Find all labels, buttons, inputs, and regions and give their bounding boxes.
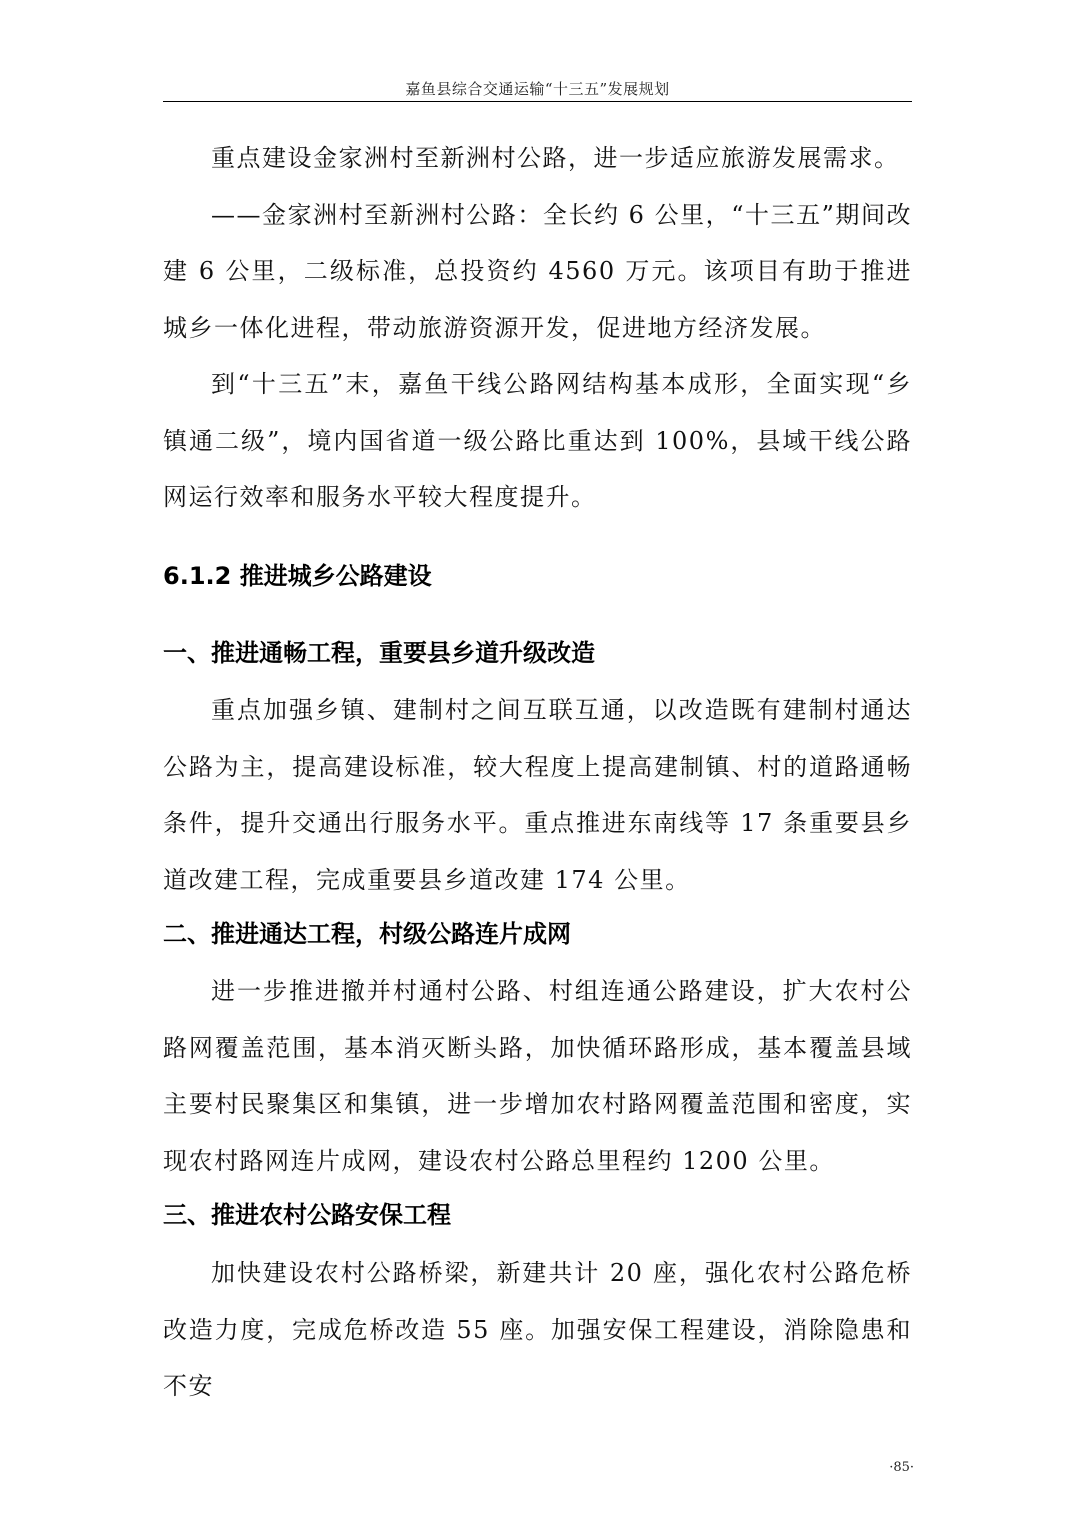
body-paragraph: 加快建设农村公路桥梁，新建共计 20 座，强化农村公路危桥改造力度，完成危桥改造 55 座。加强安保工程建设，消除隐患和不安 [163,1259,912,1400]
body-paragraph: 重点建设金家洲村至新洲村公路，进一步适应旅游发展需求。 [211,144,900,172]
subsection-heading: 一、推进通畅工程，重要县乡道升级改造 [163,639,595,667]
subheading-2-block [163,918,912,950]
paragraph-5-block [163,963,912,1189]
subsection-heading: 二、推进通达工程，村级公路连片成网 [163,920,571,948]
body-paragraph: 重点加强乡镇、建制村之间互联互通，以改造既有建制村通达公路为主，提高建设标准，较大程度上提高建制镇、村的道路通畅条件，提升交通出行服务水平。重点推进东南线等 17 条重要县乡道改建工程，完成重要县乡道改建 174 公里。 [163,696,912,894]
paragraph-4-block [163,682,912,908]
paragraph-1-block [163,130,912,526]
section-heading: 6.1.2 推进城乡公路建设 [163,562,432,590]
header-divider [163,101,912,102]
body-paragraph: ——金家洲村至新洲村公路：全长约 6 公里，“十三五”期间改建 6 公里，二级标准，总投资约 4560 万元。该项目有助于推进城乡一体化进程，带动旅游资源开发，促进地方经济发展。 [163,200,912,342]
subsection-heading: 三、推进农村公路安保工程 [163,1201,451,1229]
body-paragraph: 进一步推进撤并村通村公路、村组连通公路建设，扩大农村公路网覆盖范围，基本消灭断头路，加快循环路形成，基本覆盖县域主要村民聚集区和集镇，进一步增加农村路网覆盖范围和密度，实现农村路网连片成网，建设农村公路总里程约 1200 公里。 [163,977,912,1175]
section-heading-block [163,560,912,592]
subheading-1-block [163,637,912,669]
subheading-3-block [163,1199,912,1231]
running-header-title: 嘉鱼县综合交通运输“十三五”发展规划 [405,80,670,98]
page-number: ·85· [889,1460,914,1475]
body-paragraph: 到“十三五”末，嘉鱼干线公路网结构基本成形，全面实现“乡镇通二级”，境内国省道一级公路比重达到 100%，县域干线公路网运行效率和服务水平较大程度提升。 [163,370,912,511]
paragraph-6-block [163,1245,912,1415]
